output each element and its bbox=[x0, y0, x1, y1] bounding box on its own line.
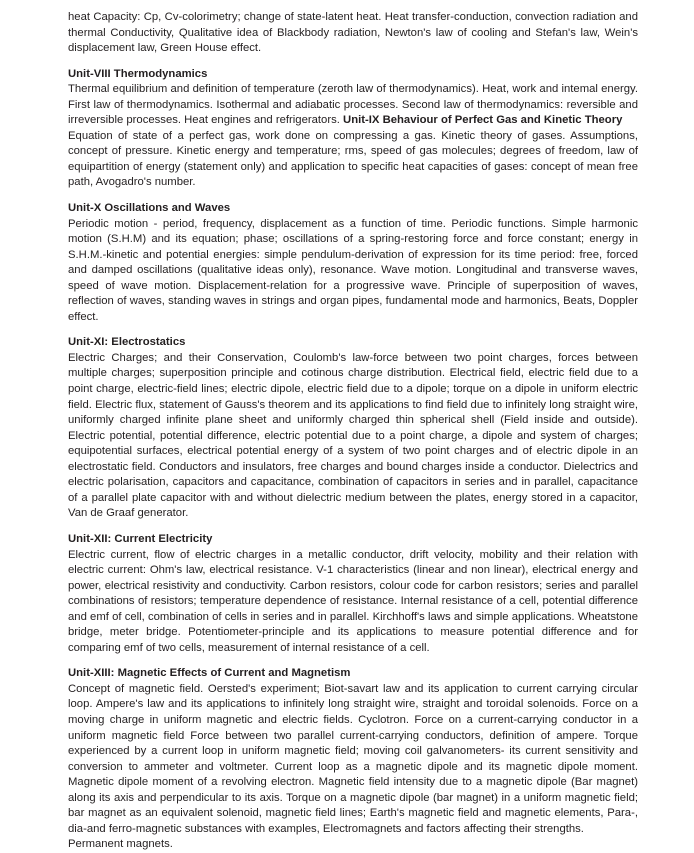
spacer bbox=[68, 191, 638, 201]
section-unit-12 bbox=[68, 532, 638, 656]
heading-unit-13: Unit-XIII: Magnetic Effects of Current and Magnetism bbox=[68, 667, 351, 680]
paragraph-unit-11: Electric Charges; and their Conservation, Coulomb's law-force between two point charges, forces between multiple charges; superposition principle and cotinous charge distribution. Electrical field, electric field due to a point charge, electric-field lines; electric dipole, electric field due to a dipole; torque on a dipole in uniform electric field. Electric flux, statement of Gauss's theorem and its applications to find field due to infinitely long straight wire, uniformly charged infinite plane sheet and uniformly charged thin spherical shell (Field inside and outside). Electric potential, potential difference, electric potential due to a point charge, a dipole and system of charges; equipotential surfaces, electrical potential energy of a system of two point charges and of electric dipole in an electrostatic field. Conductors and insulators, free charges and bound charges inside a conductor. Dielectrics and electric polarisation, capacitors and capacitance, combination of capacitors in series and in parallel, capacitance of a parallel plate capacitor with and without dielectric medium between the plates, energy stored in a capacitor, Van de Graaf generator. bbox=[68, 351, 638, 520]
document-body bbox=[68, 10, 638, 853]
heading-unit-8: Unit-VIII Thermodynamics bbox=[68, 67, 208, 80]
paragraph-unit-10: Periodic motion - period, frequency, displacement as a function of time. Periodic functions. Simple harmonic motion (S.H.M) and its equation; phase; oscillations of a spring-restoring force and force constant; energy in S.H.M.-kinetic and potential energies: simple pendulum-derivation of expression for its time period: free, forced and damped oscillations (qualitative ideas only), resonance. Wave motion. Longitudinal and transverse waves, speed of wave motion. Displacement-relation for a progressive wave. Principle of superposition of waves, reflection of waves, standing waves in strings and organ pipes, fundamental mode and harmonics, Beats, Doppler effect. bbox=[68, 217, 638, 323]
heading-unit-10: Unit-X Oscillations and Waves bbox=[68, 202, 231, 215]
spacer bbox=[68, 522, 638, 532]
inline-heading-unit-9: Unit-IX Behaviour of Perfect Gas and Kinetic Theory bbox=[343, 114, 623, 127]
section-unit-13 bbox=[68, 666, 638, 853]
paragraph-unit-8 bbox=[68, 82, 638, 129]
section-unit-11 bbox=[68, 335, 638, 522]
section-thermal-continued bbox=[68, 10, 638, 57]
paragraph-unit-13: Concept of magnetic field. Oersted's experiment; Biot-savart law and its application to current carrying circular loop. Ampere's law and its applications to infinitely long straight wire, straight and toroidal solenoids. Force on a moving charge in uniform magnetic and electric fields. Cyclotron. Force on a current-carrying conductor in a uniform magnetic field Force between two parallel current-carrying conductors, definition of ampere. Torque experienced by a current loop in uniform magnetic field; moving coil galvanometers- its current sensitivity and conversion to ammeter and voltmeter. Current loop as a magnetic dipole and its magnetic dipole moment. Magnetic dipole moment of a revolving electron. Magnetic field intensity due to a magnetic dipole (Bar magnet) along its axis and perpendicular to its axis. Torque on a magnetic dipole (bar magnet) in a uniform magnetic field; bar magnet as an equivalent solenoid, magnetic field lines; Earth's magnetic field and magnetic elements, Para-, dia-and ferro-magnetic substances with examples, Electromagnets and factors affecting their strengths. bbox=[68, 682, 638, 835]
spacer bbox=[68, 656, 638, 666]
paragraph-unit-9: Equation of state of a perfect gas, work done on compressing a gas. Kinetic theory of gases. Assumptions, concept of pressure. Kinetic energy and temperature; rms, speed of gas molecules; degrees of freedom, law of equipartition of energy (statement only) and application to specific heat capacities of gases: concept of mean free path, Avogadro's number. bbox=[68, 129, 638, 189]
section-unit-8 bbox=[68, 67, 638, 191]
paragraph-unit-12: Electric current, flow of electric charges in a metallic conductor, drift velocity, mobility and their relation with electric current: Ohm's law, electrical resistance. V-1 characteristics (linear and non linear), electrical energy and power, electrical resistivity and conductivity. Carbon resistors, colour code for carbon resistors; series and parallel combinations of resistors; temperature dependence of resistance. Internal resistance of a cell, potential difference and emf of cell, combination of cells in series and in parallel. Kirchhoff's laws and simple applications. Wheatstone bridge, meter bridge. Potentiometer-principle and its applications to measure potential difference and for comparing emf of two cells, measurement of internal resistance of a cell. bbox=[68, 548, 638, 654]
paragraph-unit-13-tail: Permanent magnets. bbox=[68, 838, 173, 851]
paragraph-thermal-continued: heat Capacity: Cp, Cv-colorimetry; change of state-latent heat. Heat transfer-conduction, convection radiation and thermal Conductivity, Qualitative idea of Blackbody radiation, Newton's law of cooling and Stefan's law, Wein's displacement law, Green House effect. bbox=[68, 11, 638, 55]
heading-unit-11: Unit-XI: Electrostatics bbox=[68, 336, 186, 349]
spacer bbox=[68, 57, 638, 67]
section-unit-10 bbox=[68, 201, 638, 325]
heading-unit-12: Unit-XII: Current Electricity bbox=[68, 532, 213, 545]
spacer bbox=[68, 325, 638, 335]
unit-8-text-part-1: Thermal equilibrium and definition of temperature (zeroth law of thermodynamics). Heat, work and intemal energy. First law of thermodynamics. Isothermal and adiabatic processes. Second law of thermodynamics: reversible and irreversible processes. Heat engines and refrigerators. bbox=[68, 83, 638, 127]
